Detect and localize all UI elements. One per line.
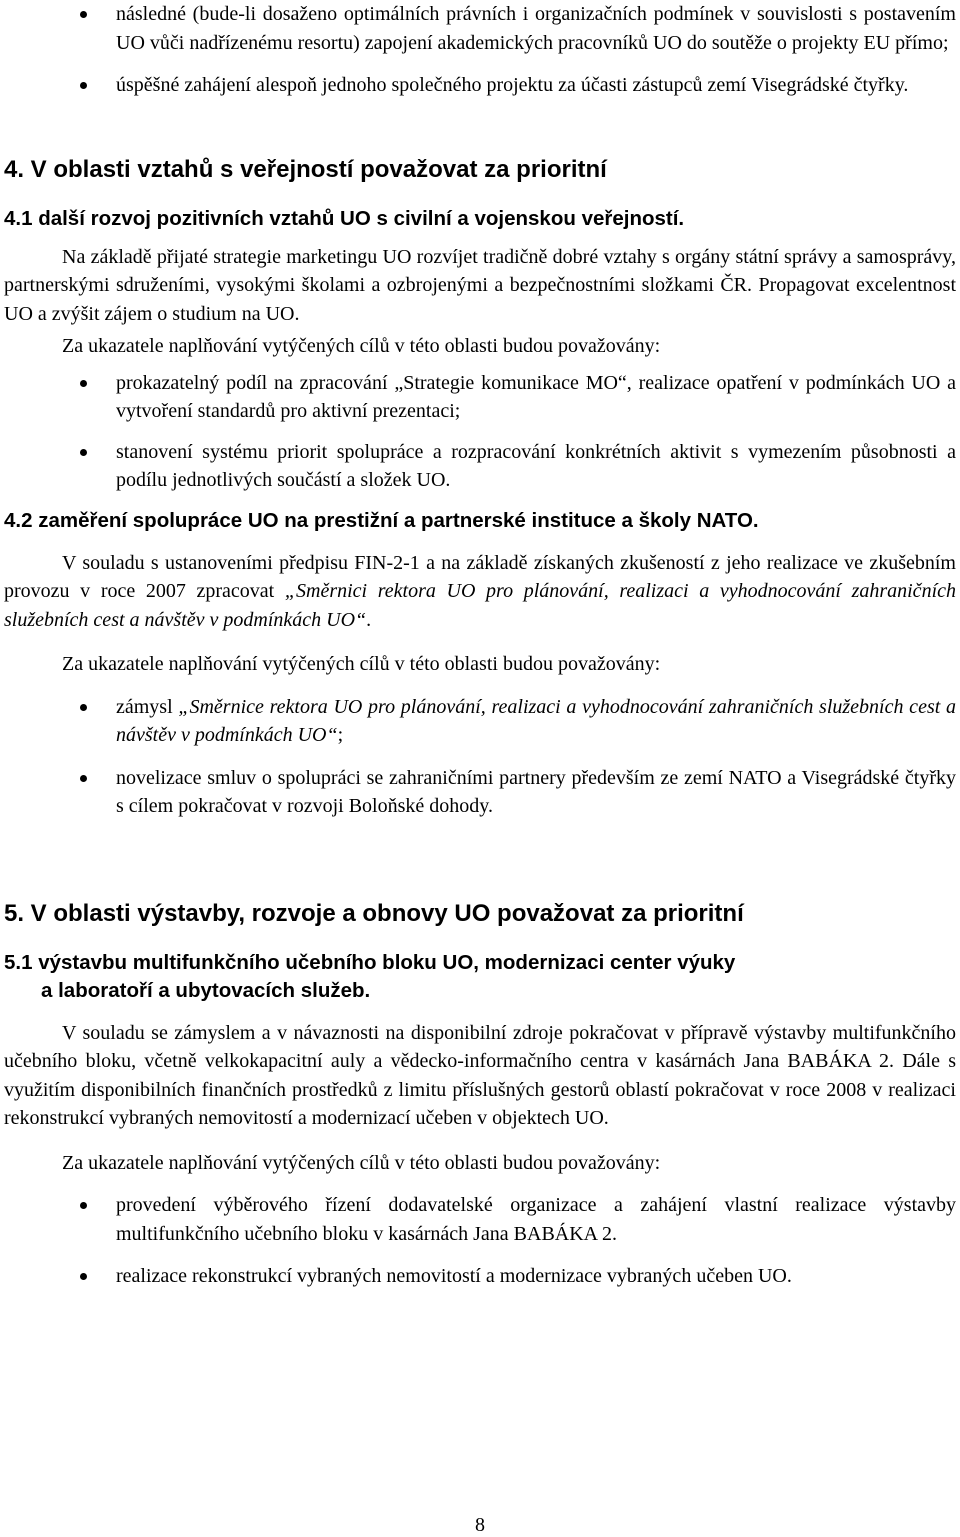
indicators-intro: Za ukazatele naplňování vytýčených cílů v této oblasti budou považovány: [62,653,661,675]
list-item [4,1262,956,1291]
bullet-icon [80,11,87,18]
section-4-1-bullet-list [4,369,956,495]
section-4-2-bullet-list [4,693,956,821]
bullet-icon [80,775,87,782]
bullet-icon [80,704,87,711]
bullet-icon [80,449,87,456]
list-item-text: stanovení systému priorit spolupráce a rozpracování konkrétních aktivit s vymezením působnosti a podílu jednotlivých součástí a složek UO. [116,440,956,491]
bullet-icon [80,1273,87,1280]
section-5-1-paragraph: V souladu se zámyslem a v návaznosti na disponibilní zdroje pokračovat v přípravě výstavby multifunkčního učebního bloku, včetně velkokapacitní auly a vědecko-informačního centra v kasárnách Jana BABÁKA 2. Dále s využitím disponibilních finančních prostředků z limitu příslušných gestorů oblastí pokračovat v roce 2008 v realizaci rekonstrukcí vybraných nemovitostí a modernizací učeben v objektech UO. [4,1021,956,1129]
list-item [4,1191,956,1248]
list-item-text: provedení výběrového řízení dodavatelské organizace a zahájení vlastní realizace výstavby multifunkčního učebního bloku v kasárnách Jana BABÁKA 2. [116,1194,956,1245]
list-item [4,369,956,426]
directive-title: „Směrnici rektora UO pro plánování, realizaci a vyhodnocování zahraničních služebních cest a návštěv v podmínkách UO“ [4,580,956,631]
bullet-icon [80,380,87,387]
section-5-1-heading [4,949,956,1005]
list-item-text: úspěšné zahájení alespoň jednoho společného projektu za účasti zástupců zemí Visegrádské čtyřky. [116,74,909,96]
heading-line: 5.1 výstavbu multifunkčního učebního bloku UO, modernizaci center výuky [4,950,736,974]
section-4-2-heading: 4.2 zaměření spolupráce UO na prestižní a partnerské instituce a školy NATO. [4,508,759,532]
bullet-icon [80,1202,87,1209]
list-item-text: zámysl [116,695,179,718]
bullet-icon [80,82,87,89]
section-4-1-heading: 4.1 další rozvoj pozitivních vztahů UO s civilní a vojenskou veřejností. [4,206,685,230]
list-item-text: realizace rekonstrukcí vybraných nemovitostí a modernizace vybraných učeben UO. [116,1265,792,1287]
section-4-heading: 4. V oblasti vztahů s veřejností považovat za prioritní [4,155,607,183]
top-bullet-list [4,0,956,100]
list-item [4,693,956,750]
list-item-text: následné (bude-li dosaženo optimálních právních i organizačních podmínek v souvislosti s postavením UO vůči nadřízenému resortu) zapojení akademických pracovníků UO do soutěže o projekty EU přímo; [116,3,956,54]
list-item [4,764,956,821]
section-5-1-bullet-list [4,1191,956,1291]
paragraph-text: V souladu s ustanoveními předpisu FIN-2-1 a na základě získaných zkušeností z jeho realizace ve zkušebním provozu v roce 2007 zpracovat [4,551,956,602]
list-item [4,438,956,495]
indicators-intro: Za ukazatele naplňování vytýčených cílů v této oblasti budou považovány: [62,1151,661,1174]
section-4-2-paragraph [4,549,956,635]
directive-title: „Směrnice rektora UO pro plánování, realizaci a vyhodnocování zahraničních služebních cest a návštěv v podmínkách UO“ [116,695,956,746]
list-item-text: novelizace smluv o spolupráci se zahraničními partnery především ze zemí NATO a Visegrádské čtyřky s cílem pokračovat v rozvoji Boloňské dohody. [116,766,956,817]
section-4-1-paragraph: Na základě přijaté strategie marketingu UO rozvíjet tradičně dobré vztahy s orgány státní správy a samosprávy, partnerskými sdruženími, vysokými školami a ozbrojenými a bezpečnostními složkami ČR. Propagovat excelentnost UO a zvýšit zájem o studium na UO. [4,245,956,325]
list-item [4,0,956,57]
section-5-heading: 5. V oblasti výstavby, rozvoje a obnovy UO považovat za prioritní [4,899,744,927]
list-item [4,71,956,100]
paragraph-text: . [366,608,372,631]
list-item-text: ; [337,724,344,746]
list-item-text: prokazatelný podíl na zpracování „Strategie komunikace MO“, realizace opatření v podmínkách UO a vytvoření standardů pro aktivní prezentaci; [116,371,956,422]
page-number: 8 [475,1514,485,1536]
indicators-intro: Za ukazatele naplňování vytýčených cílů v této oblasti budou považovány: [62,335,661,357]
heading-line: a laboratoří a ubytovacích služeb. [41,978,371,1002]
